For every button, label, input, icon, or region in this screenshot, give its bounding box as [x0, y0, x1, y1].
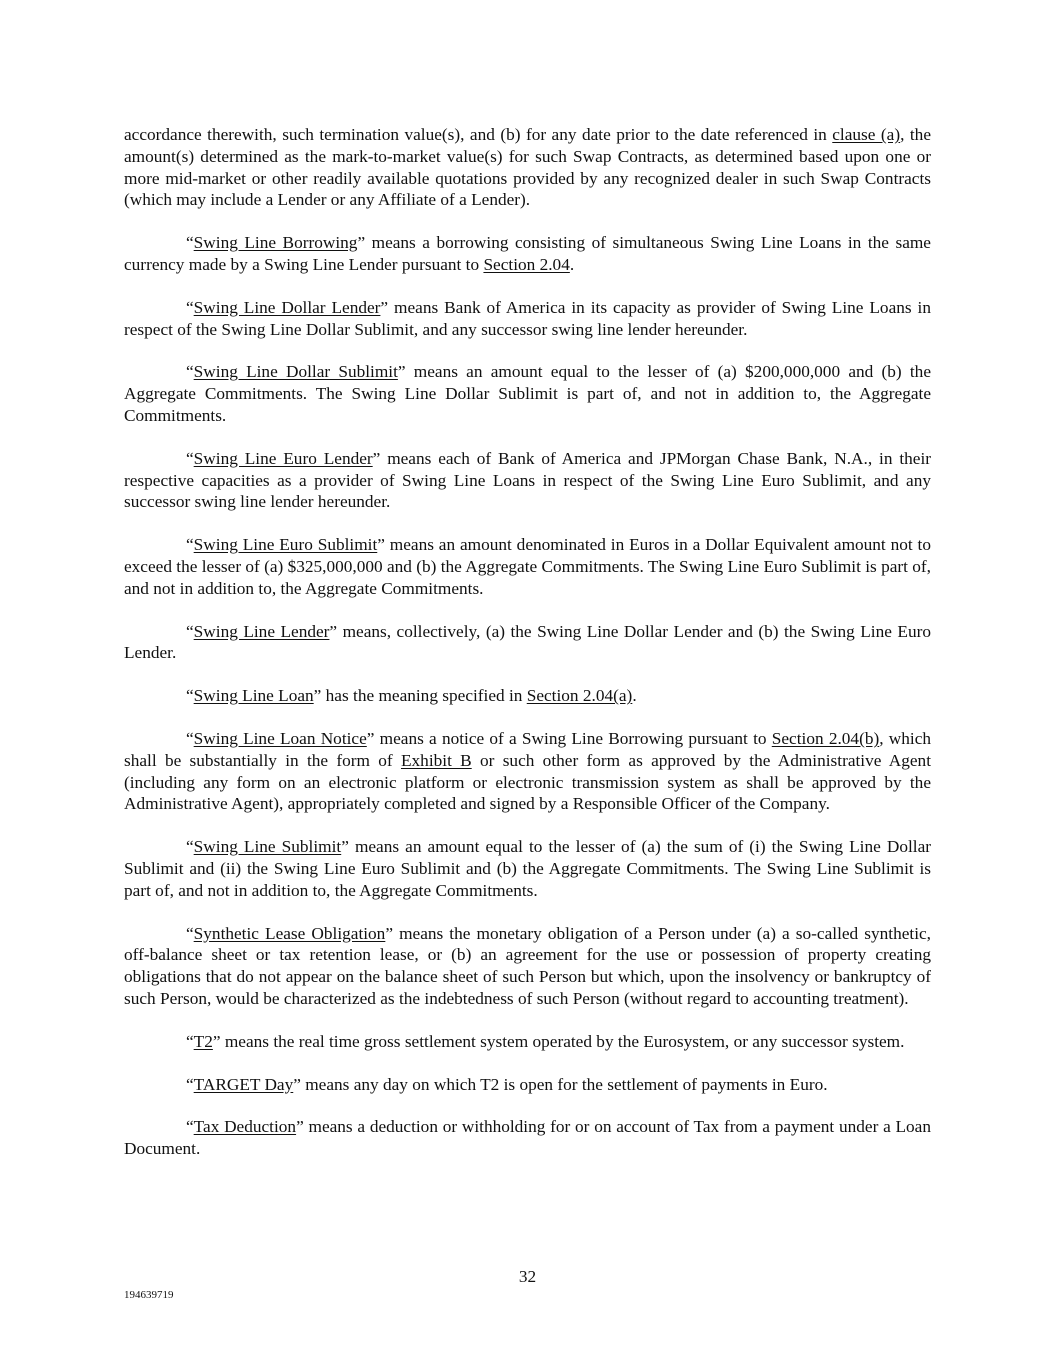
paragraph-text: ” means an amount equal to the lesser of (a) the sum of (i) the Swing Line Dollar Sublimit and (ii) the Swing Line Euro Sublimit and (b) the Aggregate Commitments. The Swing Line Sublimit is part of, and not in addition to, the Aggregate Commitments.: [124, 837, 931, 900]
paragraph-text: “: [186, 1074, 194, 1094]
paragraph-text: “: [186, 923, 194, 943]
paragraph-text: .: [632, 686, 637, 706]
defined-term: Swing Line Dollar Sublimit: [193, 362, 398, 382]
paragraph-text: ” means the real time gross settlement system operated by the Eurosystem, or any successor system.: [212, 1031, 905, 1051]
paragraph-text: “: [186, 728, 194, 748]
paragraph-text: “: [186, 233, 194, 253]
defined-term: Swing Line Euro Lender: [193, 448, 373, 468]
paragraph-swing-line-euro-sublimit: [124, 534, 931, 599]
defined-term: Section 2.04(a): [526, 686, 633, 706]
paragraph-target-day: [124, 1074, 931, 1096]
defined-term: Swing Line Sublimit: [193, 837, 342, 857]
defined-term: Swing Line Euro Sublimit: [193, 535, 378, 555]
paragraph-text: “: [186, 686, 194, 706]
paragraph-text: or such other form as approved by the Administrative Agent (including any form on an electronic platform or electronic transmission system as shall be approved by the Administrative Agent), appropriately completed and signed by a Responsible Officer of the Company.: [124, 750, 931, 814]
page-number: 32: [518, 1267, 537, 1286]
paragraph-swing-line-euro-lender: [124, 448, 931, 513]
paragraph-swing-line-lender: [124, 621, 931, 665]
paragraph-text: ” means, collectively, (a) the Swing Line Dollar Lender and (b) the Swing Line Euro Lender.: [124, 621, 931, 663]
paragraph-text: ” means any day on which T2 is open for the settlement of payments in Euro.: [293, 1074, 828, 1094]
paragraph-text: “: [186, 837, 194, 857]
document-body: [124, 124, 931, 1181]
paragraph-tax-deduction: [124, 1116, 931, 1160]
defined-term: T2: [193, 1031, 213, 1051]
defined-term: Section 2.04(b): [771, 728, 880, 748]
paragraph-swing-line-dollar-lender: [124, 297, 931, 341]
defined-term: Tax Deduction: [193, 1117, 297, 1137]
paragraph-swing-line-loan-notice: [124, 728, 931, 815]
defined-term: Section 2.04: [483, 254, 570, 274]
paragraph-text: .: [569, 254, 575, 274]
paragraph-text: “: [186, 1031, 194, 1051]
defined-term: Swing Line Lender: [193, 621, 330, 641]
defined-term: Synthetic Lease Obligation: [193, 923, 386, 943]
defined-term: Exhibit B: [400, 750, 472, 770]
paragraph-text: “: [186, 297, 194, 317]
paragraph-text: ” means an amount equal to the lesser of (a) $200,000,000 and (b) the Aggregate Commitments. The Swing Line Dollar Sublimit is part of, and not in addition to, the Aggregate Commitments.: [124, 362, 931, 425]
document-id: 194639719: [124, 1289, 174, 1301]
paragraph-swing-line-sublimit: [124, 836, 931, 901]
paragraph-text: ” means a notice of a Swing Line Borrowing pursuant to: [366, 728, 772, 748]
defined-term: Swing Line Loan: [193, 686, 314, 706]
paragraph-text: “: [186, 535, 194, 555]
paragraph-text: “: [186, 1117, 194, 1137]
paragraph-swap-termination-value-continuation: [124, 124, 931, 211]
paragraph-text: ” has the meaning specified in: [313, 686, 527, 706]
paragraph-text: ” means Bank of America in its capacity as provider of Swing Line Loans in respect of the Swing Line Dollar Sublimit, and any successor swing line lender hereunder.: [124, 297, 931, 339]
paragraph-text: accordance therewith, such termination value(s), and (b) for any date prior to the date referenced in: [124, 125, 833, 144]
defined-term: Swing Line Loan Notice: [193, 728, 367, 748]
paragraph-text: “: [186, 448, 194, 468]
paragraph-t2: [124, 1031, 931, 1053]
paragraph-text: “: [186, 621, 194, 641]
paragraph-text: “: [186, 362, 194, 382]
defined-term: clause (a): [832, 125, 901, 144]
paragraph-swing-line-loan: [124, 685, 931, 707]
paragraph-text: ” means a borrowing consisting of simultaneous Swing Line Loans in the same currency made by a Swing Line Lender pursuant to: [124, 233, 931, 274]
defined-term: Swing Line Borrowing: [193, 233, 358, 253]
paragraph-text: ” means a deduction or withholding for or on account of Tax from a payment under a Loan Document.: [124, 1117, 931, 1159]
paragraph-synthetic-lease-obligation: [124, 923, 931, 1010]
defined-term: TARGET Day: [193, 1074, 294, 1094]
paragraph-swing-line-borrowing: [124, 232, 931, 276]
paragraph-text: , the amount(s) determined as the mark-to-market value(s) for such Swap Contracts, as determined based upon one or more mid-market or other readily available quotations provided by any recognized dealer in such Swap Contracts (which may include a Lender or any Affiliate of a Lender).: [124, 125, 931, 210]
paragraph-text: , which shall be substantially in the form of: [124, 728, 932, 770]
paragraph-text: ” means the monetary obligation of a Person under (a) a so-called synthetic, off-balance sheet or tax retention lease, or (b) an agreement for the use or possession of property creating obligations that do not appear on the balance sheet of such Person but which, upon the insolvency or bankruptcy of such Person, would be characterized as the indebtedness of such Person (without regard to accounting treatment).: [124, 923, 931, 1008]
defined-term: Swing Line Dollar Lender: [193, 297, 381, 317]
paragraph-text: ” means each of Bank of America and JPMorgan Chase Bank, N.A., in their respective capacities as a provider of Swing Line Loans in respect of the Swing Line Euro Sublimit, and any successor swing line lender hereunder.: [124, 448, 932, 512]
paragraph-text: ” means an amount denominated in Euros in a Dollar Equivalent amount not to exceed the lesser of (a) $325,000,000 and (b) the Aggregate Commitments. The Swing Line Euro Sublimit is part of, and not in addition to, the Aggregate Commitments.: [124, 535, 931, 598]
paragraph-swing-line-dollar-sublimit: [124, 361, 931, 426]
